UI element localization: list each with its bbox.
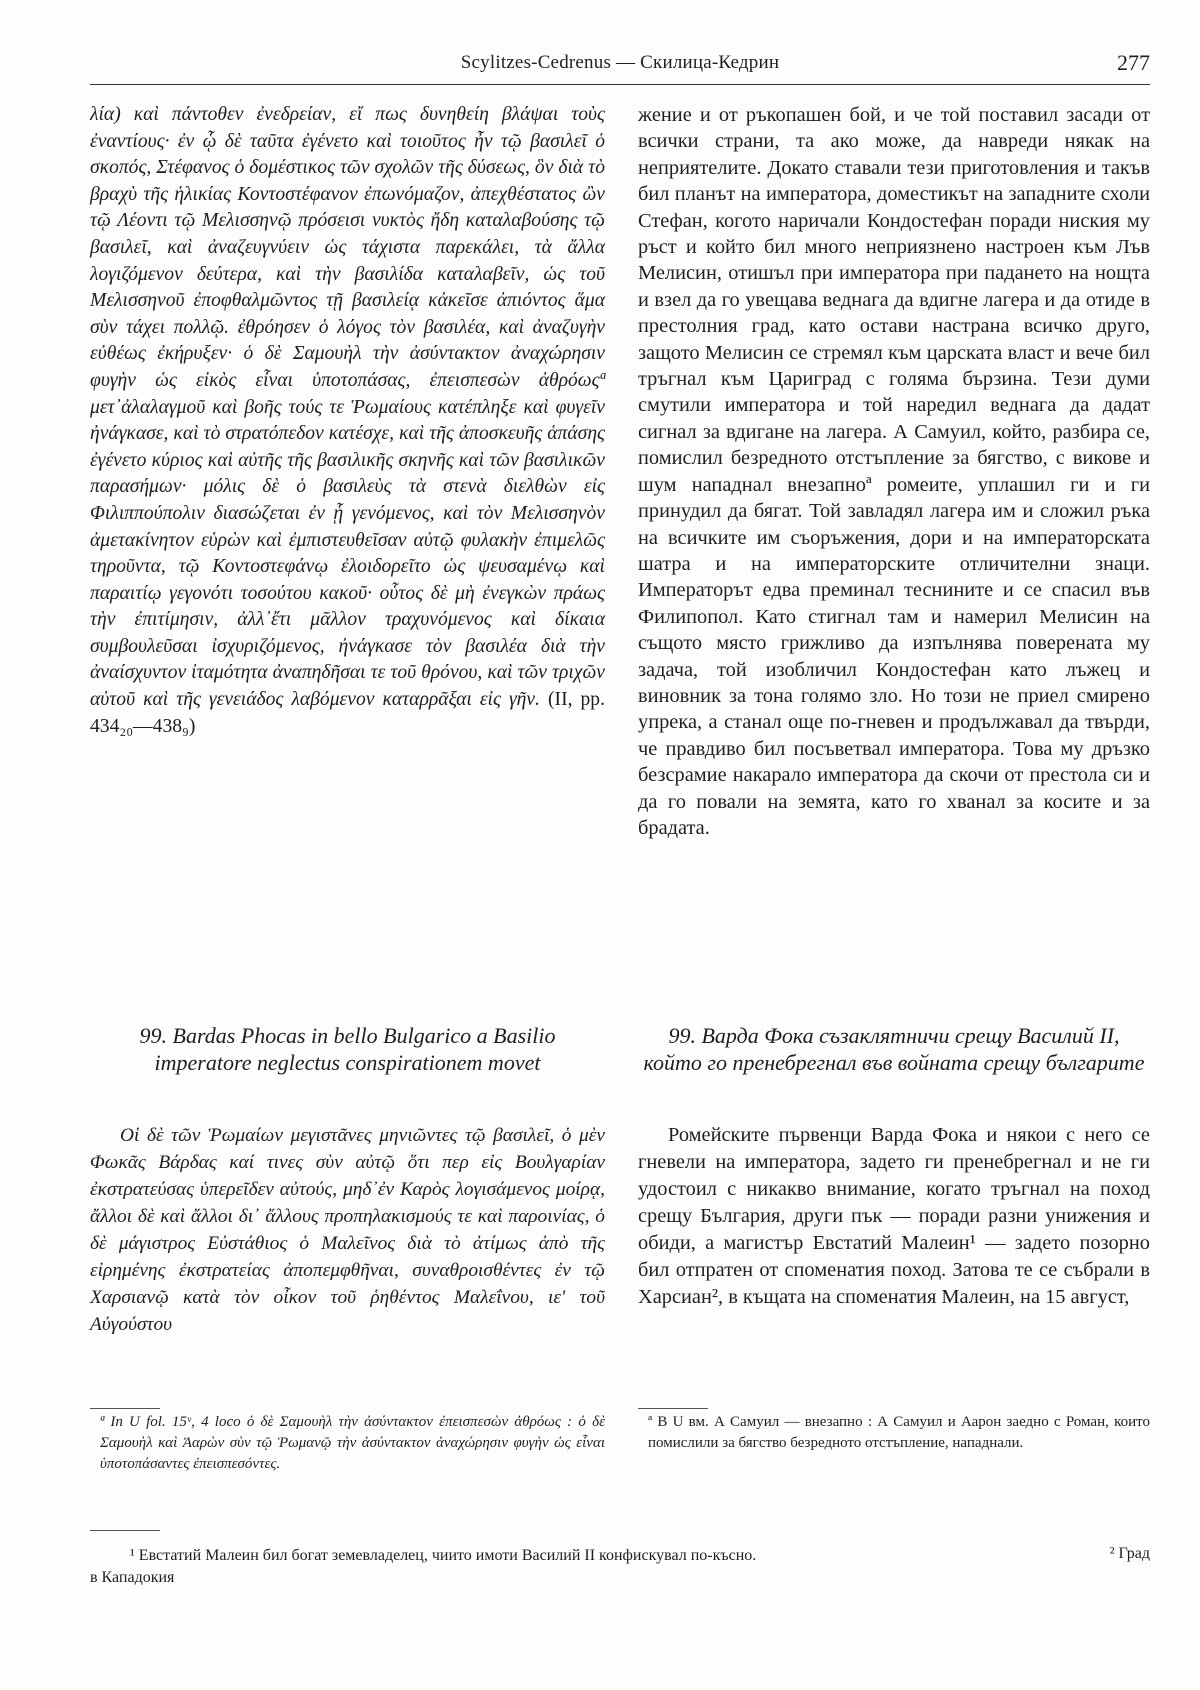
bulgarian-passage-99: Ромейските първенци Варда Фока и някои с него се гневели на императора, задето ги пренебрегнал и не ги удостоил с никакво внимание, когато тръгнал на поход срещу България, други пък — поради разни унижения и обиди, а магистър Евстатий Малеин¹ — задето позорно бил отпратен от споменатия поход. Затова те се събрали в Харсиан², в къщата на споменатия Малеин, на 15 август, bbox=[638, 1124, 1150, 1308]
running-title: Scylitzes-Cedrenus — Скилица-Кедрин bbox=[460, 52, 780, 73]
footnote-1-continuation: в Кападокия bbox=[90, 1569, 175, 1586]
bulgarian-apparatus-note: ª В U вм. А Самуил — внезапно : А Самуил и Аарон заедно с Роман, които помислили за бягство безредното отстъпление, нападнали. bbox=[648, 1414, 1150, 1451]
footnote-rule bbox=[90, 1530, 160, 1531]
greek-passage-99: Οἱ δὲ τῶν Ῥωμαίων μεγιστᾶνες μηνιῶντες τῷ βασιλεῖ, ὁ μὲν Φωκᾶς Βάρδας καί τινες σὺν αὐτῷ ὅτι περ εἰς Βουλγαρίαν ἐκστρατεύσας ὑπερεῖδεν αὐτούς, μηδ᾿ἐν Καρὸς λογισάμενος μοίρᾳ, ἄλλοι δὲ καὶ ἄλλοι δι᾿ ἄλλους προπηλακισμούς τε καὶ παροινίας, ὁ δὲ μάγιστρος Εὐστάθιος ὁ Μαλεῖνος διὰ τὸ ἀτίμως ἀπὸ τῆς εἰρημένης ἐκστρατείας ἀποπεμφθῆναι, συναθροισθέντες ἐν τῷ Χαρσιανῷ κατὰ τὸν οἶκον τοῦ ῥηθέντος Μαλεΐνου, ιεʹ τοῦ Αὐγούστου bbox=[90, 1125, 605, 1335]
greek-column-bottom bbox=[90, 1122, 605, 1338]
greek-reference: (II, pp. 434₂₀—438₉) bbox=[90, 689, 605, 737]
footnote-2: ² Град bbox=[1109, 1545, 1150, 1562]
greek-apparatus-note: ª In U fol. 15ᵛ, 4 loco ὁ δὲ Σαμουὴλ τὴν ἀσύντακτον ἐπεισπεσὼν ἀθρόως : ὁ δὲ Σαμουὴλ καὶ Ἀαρὼν σὺν τῷ Ῥωμανῷ τὴν ἀσύντακτον ἀναχώρησιν φυγὴν ὡς εἶναι ὑποτοπάσαντες ἐπεισπεσόντες. bbox=[100, 1414, 605, 1472]
page-header bbox=[90, 50, 1150, 80]
bulgarian-column-bottom bbox=[638, 1122, 1150, 1311]
footnote-1-text: ¹ Евстатий Малеин бил богат земевладелец, чиито имоти Василий II конфискувал по-късно. bbox=[130, 1547, 757, 1564]
greek-passage: λία) καὶ πάντοθεν ἐνεδρείαν, εἴ πως δυνηθείη βλάψαι τοὺς ἐναντίους· ἐν ᾧ δὲ ταῦτα ἐγένετο καὶ τοιοῦτος ἦν τῷ βασιλεῖ ὁ σκοπός, Στέφανος ὁ δομέστικος τῶν σχολῶν τῆς δύσεως, ὃν διὰ τὸ βραχὺ τῆς ἡλικίας Κοντοστέφανον ἐπωνόμαζον, ἀπεχθέστατος ὢν τῷ Λέοντι τῷ Μελισσηνῷ πρόσεισι νυκτὸς ἤδη καταλαβούσης τῷ βασιλεῖ, καὶ ἀναζευγνύειν ὡς τάχιστα παρεκάλει, τὰ ἄλλα λογιζόμενον δεύτερα, καὶ τὴν βασιλίδα καταλαβεῖν, ὡς τοῦ Μελισσηνοῦ ἐποφθαλμῶντος τῇ βασιλείᾳ κἀκεῖσε ἀπιόντος ἅμα σὺν τάχει πολλῷ. ἐθρόησεν ὁ λόγος τὸν βασιλέα, καὶ ἀναζυγὴν εὐθέως ἐκήρυξεν· ὁ δὲ Σαμουὴλ τὴν ἀσύντακτον ἀναχώρησιν φυγὴν ὡς εἰκὸς εἶναι ὑποτοπάσας, ἐπεισπεσὼν ἀθρόωςª μετ᾿ἀλαλαγμοῦ καὶ βοῆς τούς τε Ῥωμαίους κατέπληξε καὶ φυγεῖν ἠνάγκασε, καὶ τὸ στρατόπεδον κατέσχε, καὶ τῆς ἀποσκευῆς ἁπάσης ἐγένετο κύριος καὶ αὐτῆς τῆς βασιλικῆς σκηνῆς καὶ τῶν βασιλικῶν παρασήμων· μόλις δὲ ὁ βασιλεὺς τὰ στενὰ διελθὼν εἰς Φιλιππούπολιν διασώζεται ἐν ᾗ γενόμενος, καὶ τὸν Μελισσηνὸν ἀμετακίνητον εὑρὼν καὶ ἐμπιστευθεῖσαν αὐτῷ φυλακὴν ἐπιμελῶς τηροῦντα, τῷ Κοντοστεφάνῳ ἐλοιδορεῖτο ὡς ψευσαμένῳ καὶ παραιτίῳ γεγονότι τοσούτου κακοῦ· οὗτος δὲ μὴ ἐνεγκὼν πράως τὴν ἐπιτίμησιν, ἀλλ᾿ἔτι μᾶλλον τραχυνόμενος καὶ δίκαια συμβουλεῦσαι ἰσχυριζόμενος, ἠνάγκασε τὸν βασιλέα διὰ τὴν ἀναίσχυντον ἰταμότητα ἀναπηδῆσαι τε τοῦ θρόνου, καὶ τῶν τριχῶν αὐτοῦ καὶ τῆς γενειάδος λαβόμενον καταρρᾶξαι εἰς γῆν. bbox=[90, 104, 605, 711]
greek-column-top bbox=[90, 102, 605, 740]
bulgarian-column-top bbox=[638, 102, 1150, 841]
footnote-1 bbox=[130, 1545, 1030, 1567]
bulgarian-section-title: 99. Варда Фока съзаклятничи срещу Василий II, който го пренебрегнал във войната срещу българите bbox=[643, 1023, 1145, 1075]
latin-section-title: 99. Bardas Phocas in bello Bulgarico a Basilio imperatore neglectus conspirationem movet bbox=[139, 1023, 556, 1075]
apparatus-rule-right bbox=[638, 1408, 708, 1409]
apparatus-rule-left bbox=[90, 1408, 160, 1409]
bulgarian-passage: жение и от ръкопашен бой, и че той поставил засади от всички страни, та ако може, да навреди някак на неприятелите. Докато ставали тези приготовления и такъв бил планът на императора, доместикът на западните схоли Стефан, когото наричали Кондостефан поради ниския му ръст и който бил много неприязнено настроен към Лъв Мелисин, отишъл при императора при падането на нощта и взел да го увещава веднага да вдигне лагера и да отиде в престолния град, като остави настрана всичко друго, защото Мелисин се стремял към царската власт и вече бил тръгнал към Цариград с голяма бързина. Тези думи смутили императора и той наредил веднага да дадат сигнал за вдигане на лагера. А Самуил, който, разбира се, помислил безредното отстъпление за бягство, с викове и шум нападнал внезапноª ромеите, уплашил ги и ги принудил да бягат. Той завладял лагера им и сложил ръка на всичките им съоръжения, дори и на императорската шатра и на императорските отличителни знаци. Императорът едва преминал теснините и се спасил във Филипопол. Като стигнал там и намерил Мелисин на същото място грижливо да изпълнява поверената му задача, той изобличил Кондостефан като лъжец и виновник за тона голямо зло. Но този не приел смирено упрека, а станал още по-гневен и продължавал да твърди, че правдиво бил посъветвал императора. Това му дръзко безсрамие накарало императора да скочи от престола си и да го повали на земята, като го хванал за косите и за брадата. bbox=[638, 104, 1150, 839]
header-rule bbox=[90, 84, 1150, 85]
page-number: 277 bbox=[1117, 50, 1150, 75]
